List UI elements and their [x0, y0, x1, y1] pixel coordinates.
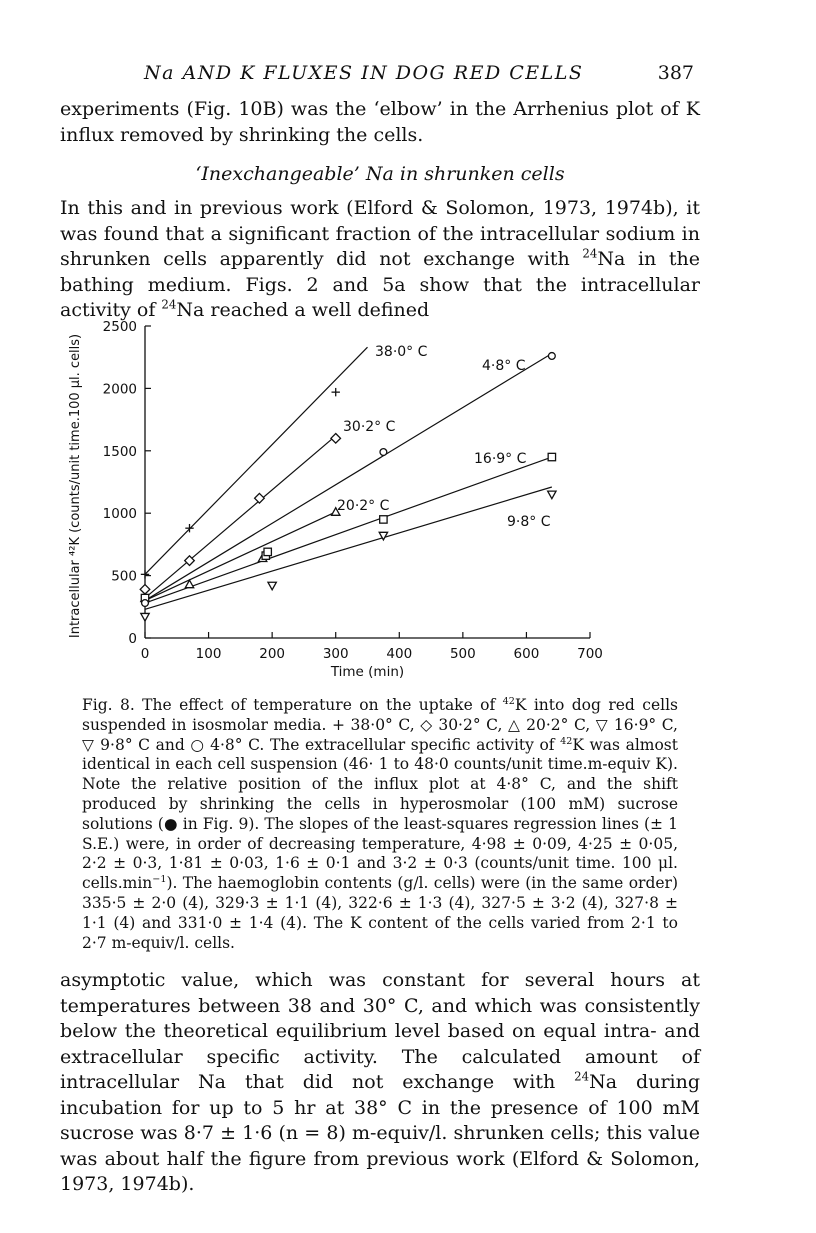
series-label: 4·8° C — [482, 358, 526, 374]
paragraph-asymptotic — [60, 968, 700, 1198]
paragraph-inexchangeable-na — [60, 196, 700, 324]
page-number: 387 — [657, 62, 694, 84]
data-point-circle — [548, 353, 555, 360]
caption-text: K into dog red cells suspended in isosmolar media. + 38·0° C, ◇ 30·2° C, △ 20·2° C, ▽ 16·9° C, ▽ 9·8° C and ○ 4·8° C. The extracellular specific activity of — [82, 696, 678, 754]
series-label: 9·8° C — [507, 514, 551, 530]
superscript: 24 — [582, 246, 598, 261]
data-point-square — [548, 453, 555, 460]
data-points — [140, 353, 556, 621]
superscript: 24 — [574, 1069, 590, 1084]
paragraph-text: Na during incubation for up to 5 hr at 38° C in the presence of 100 mM sucrose was 8·7 ± 1·6 (n = 8) m-equiv/l. shrunken cells; this value was about half the figure from previous work (Elford & Solomon, 1973, 1974b). — [60, 1071, 700, 1195]
x-tick-label: 700 — [577, 646, 603, 662]
series-label: 16·9° C — [474, 451, 527, 467]
x-tick-label: 300 — [322, 646, 349, 662]
series-label: 20·2° C — [337, 498, 390, 514]
data-point-plus — [332, 388, 340, 396]
regression-line — [145, 347, 368, 574]
paragraph-text: Na reached a well defined — [176, 299, 430, 321]
data-point-diamond — [255, 493, 265, 503]
y-tick-label: 1500 — [102, 443, 137, 460]
y-tick-label: 0 — [128, 631, 137, 647]
y-tick-label: 500 — [111, 568, 137, 585]
superscript: 42 — [502, 695, 515, 707]
data-point-triangle-down — [548, 491, 556, 499]
series-label: 30·2° C — [343, 419, 396, 435]
series-labels — [337, 344, 551, 530]
section-heading: ‘Inexchangeable’ Na in shrunken cells — [195, 163, 565, 185]
y-axis-label: Intracellular ⁴²K (counts/unit time.100 μl. cells) — [68, 333, 83, 639]
data-point-diamond — [331, 434, 341, 444]
superscript: 24 — [161, 297, 177, 312]
x-tick-label: 400 — [386, 646, 413, 662]
caption-text: Fig. 8. The effect of temperature on the uptake of — [82, 696, 503, 714]
regression-line — [145, 457, 552, 603]
superscript: 42 — [560, 735, 573, 747]
paragraph-text: In this and in previous work (Elford & Solomon, 1973, 1974b), it was found that a significant fraction of the intracellular sodium in shrunken cells apparently did not exchange with — [60, 197, 700, 270]
data-point-triangle-down — [141, 613, 149, 621]
figure-caption — [82, 696, 678, 953]
x-tick-label: 500 — [449, 646, 476, 662]
caption-text: ). The haemoglobin contents (g/l. cells) were (in the same order) 335·5 ± 2·0 (4), 329·3 ± 1·1 (4), 322·6 ± 1·3 (4), 327·5 ± 3·2 (4), 327·8 ± 1·1 (4) and 331·0 ± 1·4 (4). The K content of the cells varied from 2·1 to 2·7 m-equiv/l. cells. — [82, 874, 678, 952]
series-label: 38·0° C — [375, 344, 428, 360]
x-tick-label: 600 — [513, 646, 540, 662]
data-point-triangle-down — [268, 582, 276, 590]
running-title: Na AND K FLUXES IN DOG RED CELLS — [144, 62, 584, 84]
data-point-square — [264, 548, 271, 555]
y-tick-label: 2000 — [102, 381, 137, 398]
data-point-square — [380, 516, 387, 523]
data-point-circle — [142, 600, 149, 607]
x-tick-label: 200 — [259, 646, 286, 662]
regression-line — [145, 512, 336, 601]
regression-line — [145, 436, 336, 598]
figure-8-chart — [60, 308, 620, 688]
x-tick-label: 0 — [140, 646, 150, 662]
x-tick-label: 100 — [195, 646, 222, 662]
y-tick-label: 2500 — [102, 319, 137, 335]
x-axis-label: Time (min) — [330, 664, 405, 680]
regression-line — [145, 353, 552, 600]
paragraph-text: Na in the bathing medium. Figs. 2 and 5a show that the intracellular activity of — [60, 248, 700, 321]
y-tick-label: 1000 — [102, 506, 137, 523]
data-point-circle — [380, 449, 387, 456]
paragraph-text: asymptotic value, which was constant for several hours at temperatures between 38 and 30° C, and which was consistently below the theoretical equilibrium level based on equal intra- and extracellular specific activity. The calculated amount of intracellular Na that did not exchange with — [60, 969, 700, 1093]
superscript: −1 — [152, 874, 167, 886]
running-head — [60, 62, 700, 88]
paragraph-continuation: experiments (Fig. 10B) was the ‘elbow’ in the Arrhenius plot of K influx removed by shrinking the cells. — [60, 98, 700, 146]
regression-lines — [145, 347, 552, 609]
caption-text: K was almost identical in each cell suspension (46· 1 to 48·0 counts/unit time.m-equiv K). Note the relative position of the influx plot at 4·8° C, and the shift produced by shrinking the cells in hyperosmolar (100 mM) sucrose solutions (● in Fig. 9). The slopes of the least-squares regression lines (± 1 S.E.) were, in order of decreasing temperature, 4·98 ± 0·09, 4·25 ± 0·05, 2·2 ± 0·3, 1·81 ± 0·03, 1·6 ± 0·1 and 3·2 ± 0·3 (counts/unit time. 100 μl. cells.min — [82, 735, 678, 893]
